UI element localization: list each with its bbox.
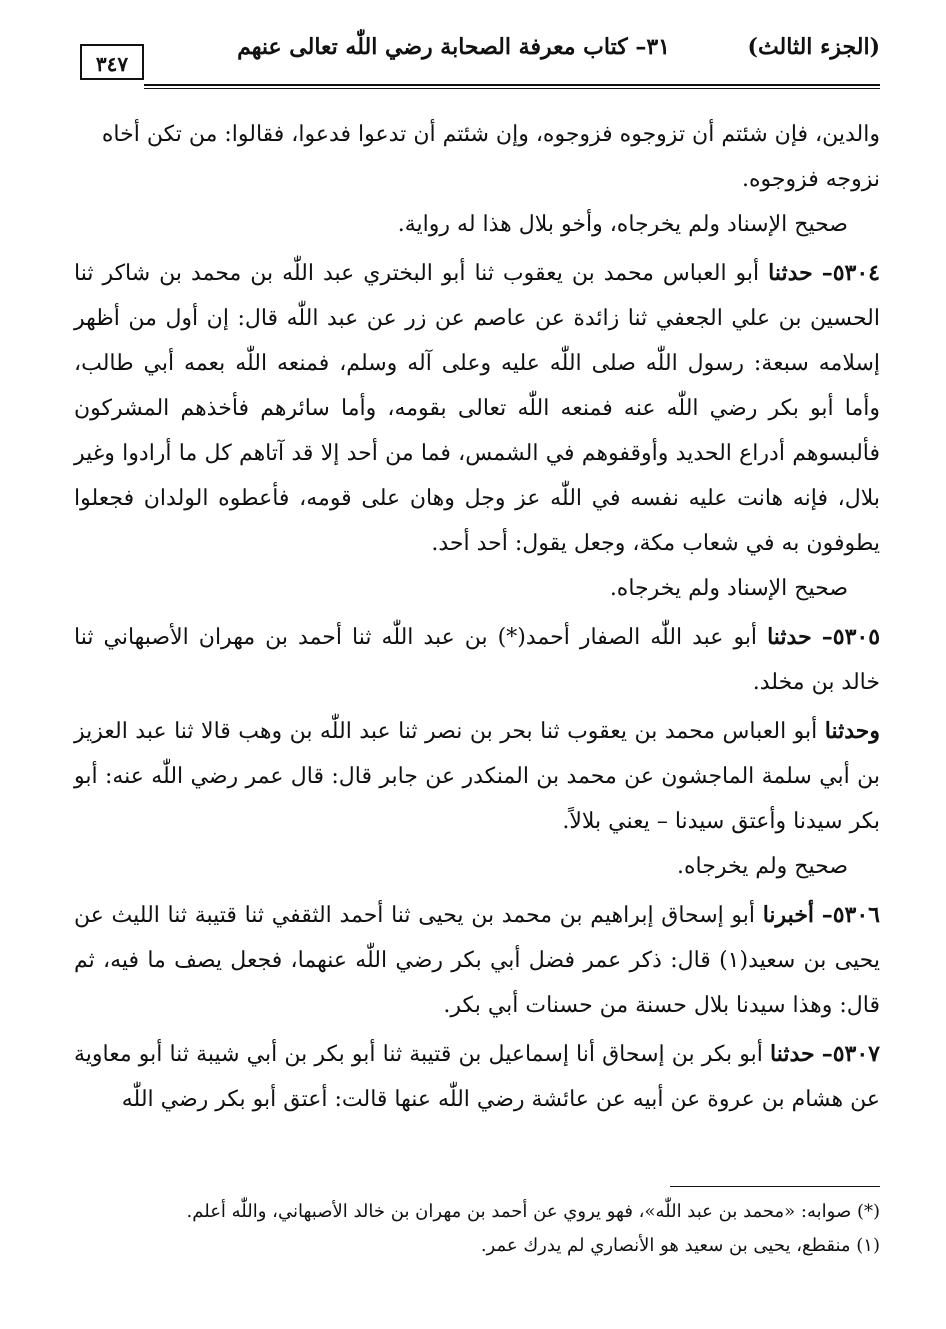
footnote-star: (*) صوابه: «محمد بن عبد اللّٰه»، فهو يروي عن أحمد بن مهران بن خالد الأصبهاني، واللّٰه أعلم. <box>186 1201 880 1222</box>
grading-note: صحيح الإسناد ولم يخرجاه، وأخو بلال هذا له رواية. <box>397 212 848 237</box>
hadith-number: ٥٣٠٥– <box>821 624 881 650</box>
hadith-text: أبو العباس محمد بن يعقوب ثنا بحر بن نصر ثنا عبد اللّٰه بن وهب قالا ثنا عبد العزيز بن أبي سلمة الماجشون عن محمد بن المنكدر عن جابر قال: قال عمر رضي اللّٰه عنه: أبو بكر سيدنا وأعتق سيدنا – يعني بلالاً. <box>74 719 880 834</box>
hadith-5304 <box>74 251 880 566</box>
grading-note: صحيح ولم يخرجاه. <box>677 854 848 879</box>
chapter-title: ٣١– كتاب معرفة الصحابة رضي اللّٰه تعالى عنهم <box>237 34 670 60</box>
grading-note: صحيح الإسناد ولم يخرجاه. <box>609 576 848 601</box>
hadith-text: أبو عبد اللّٰه الصفار أحمد(*) بن عبد اللّٰه ثنا أحمد بن مهران الأصبهاني ثنا خالد بن مخلد. <box>74 625 880 695</box>
header-rule-thin <box>144 88 880 89</box>
page-number: ٣٤٧ <box>80 44 144 80</box>
narration-keyword: حدثنا <box>769 1041 815 1067</box>
hadith-5305 <box>74 615 880 705</box>
header-rule <box>144 84 880 86</box>
hadith-5306 <box>74 893 880 1028</box>
narration-keyword: وحدثنا <box>824 718 880 744</box>
hadith-text: أبو العباس محمد بن يعقوب ثنا أبو البختري عبد اللّٰه بن محمد بن شاكر ثنا الحسين بن علي الجعفي ثنا زائدة عن عاصم عن زر عن عبد اللّٰه قال: إن أول من أظهر إسلامه سبعة: رسول اللّٰه صلى اللّٰه عليه وعلى آله وسلم، فمنعه اللّٰه بعمه أبي طالب، وأما أبو بكر رضي اللّٰه عنه فمنعه اللّٰه تعالى بقومه، وأما سائرهم فأخذهم المشركون فألبسوهم أدراع الحديد وأوقفوهم في الشمس، فما من أحد إلا قد آتاهم كل ما أرادوا وغير بلال، فإنه هانت عليه نفسه في اللّٰه عز وجل وهان على قومه، فأعطوه الولدان فجعلوا يطوفون به في شعاب مكة، وجعل يقول: أحد أحد. <box>74 261 880 556</box>
hadith-number: ٥٣٠٧– <box>821 1041 880 1067</box>
hadith-text: أبو إسحاق إبراهيم بن محمد بن يحيى ثنا أحمد الثقفي ثنا قتيبة ثنا الليث عن يحيى بن سعيد(١) قال: ذكر عمر فضل أبي بكر رضي اللّٰه عنهما، فجعل يصف ما فيه، ثم قال: وهذا سيدنا بلال حسنة من حسنات أبي بكر. <box>74 903 880 1018</box>
hadith-text: أبو بكر بن إسحاق أنا إسماعيل بن قتيبة ثنا أبو بكر بن أبي شيبة ثنا أبو معاوية عن هشام بن عروة عن أبيه عن عائشة رضي اللّٰه عنها قالت: أعتق أبو بكر رضي اللّٰه <box>74 1042 880 1112</box>
hadith-5305-second-chain <box>74 709 880 844</box>
paragraph-continued <box>74 112 880 202</box>
footnote-separator <box>670 1186 880 1187</box>
narration-keyword: أخبرنا <box>762 902 815 928</box>
hadith-5307 <box>74 1032 880 1122</box>
page-body <box>74 112 880 1122</box>
narration-keyword: حدثنا <box>767 624 812 650</box>
text-line: نزوجه فزوجوه. <box>741 167 880 192</box>
narration-keyword: حدثنا <box>768 260 813 286</box>
hadith-number: ٥٣٠٤– <box>821 260 880 286</box>
footnotes <box>74 1186 880 1263</box>
volume-label: (الجزء الثالث) <box>747 34 880 60</box>
footnote-1: (١) منقطع، يحيى بن سعيد هو الأنصاري لم يدرك عمر. <box>480 1235 880 1256</box>
page-header <box>80 30 880 76</box>
hadith-number: ٥٣٠٦– <box>821 902 880 928</box>
text-line: والدين، فإن شئتم أن تزوجوه فزوجوه، وإن شئتم أن تدعوا فدعوا، فقالوا: من تكن أخاه <box>101 122 880 147</box>
